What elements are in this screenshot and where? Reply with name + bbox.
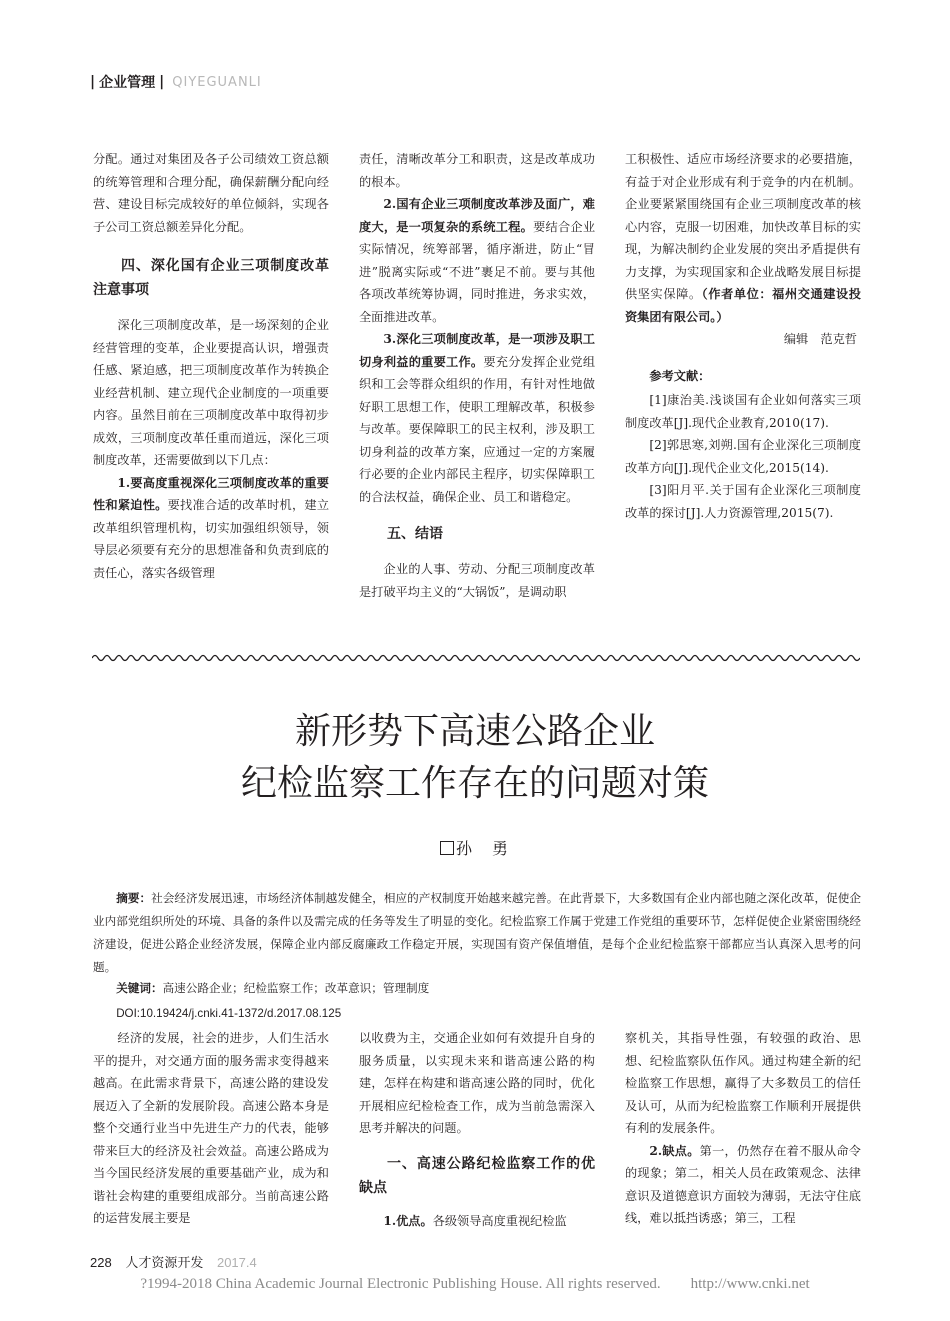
header-bar: | (90, 74, 96, 90)
article-column-1 (93, 1027, 329, 1230)
paragraph-rest: 要找准合适的改革时机，建立改革组织管理机构，切实加强组织领导，领导层必须要有充分的思想准备和负责到底的责任心，落实各级管理 (93, 498, 330, 580)
editor-credit: 编辑 范克哲 (783, 332, 857, 346)
page-footer (90, 1252, 257, 1271)
paragraph: 深化三项制度改革，是一场深刻的企业经营管理的变革，企业要提高认识，增强责任感、紧迫感，把三项制度改革作为转换企业经营机制、建立现代企业制度的一项重要内容。虽然目前在三项制度改革中取得初步成效，三项制度改革任重而道远，深化三项制度改革，还需要做到以下几点： (93, 318, 329, 467)
paragraph: 企业的人事、劳动、分配三项制度改革是打破平均主义的“大锅饭”，是调动职 (359, 562, 595, 599)
journal-issue: 2017.4 (216, 1255, 257, 1270)
paragraph: 经济的发展，社会的进步，人们生活水平的提升，对交通方面的服务需求变得越来越高。在此需求背景下，高速公路的建设发展迈入了全新的发展阶段。高速公路本身是整个交通行业当中先进生产力的代表，能够带来巨大的经济及社会效益。高速公路成为当今国民经济发展的重要基础产业，成为和谐社会构建的重要组成部分。当前高速公路的运营发展主要是 (93, 1031, 329, 1225)
header-section-zh: 企业管理 (99, 75, 156, 91)
top-column-3 (625, 148, 861, 524)
article-title-line-2: 纪检监察工作存在的问题对策 (240, 763, 709, 804)
paragraph (359, 1210, 595, 1233)
reference-item: [2]郭思寒,刘朔.国有企业深化三项制度改革方向[J].现代企业文化,2015(14). (625, 438, 861, 475)
abstract-text: 社会经济发展迅速，市场经济体制越发健全，相应的产权制度开始越来越完善。在此背景下，大多数国有企业内部也随之深化改革，促使企业内部党组织所处的环境、具备的条件以及需完成的任务等发生了明显的变化。纪检监察工作属于党建工作党组的重要环节，怎样促使企业紧密围绕经济建设，促进公路企业经济发展，保障企业内部反腐廉政工作稳定开展，实现国有资产保值增值，是每个企业纪检监察干部都应当认真深入思考的问题。 (93, 891, 861, 974)
paragraph-rest: 要充分发挥企业党组织和工会等群众组织的作用，有针对性地做好职工思想工作，使职工理解改革，积极参与改革。要保障职工的民主权利，涉及职工切身利益的改革方案，应通过一定的方案履行必要的企业内部民主程序，切实保障职工的合法权益，确保企业、员工和谐稳定。 (359, 354, 596, 504)
author-name: 孙 勇 (455, 839, 510, 858)
top-column-2 (359, 148, 595, 603)
abstract-label: 摘要： (116, 891, 152, 905)
paragraph (625, 148, 861, 328)
page-number: 228 (90, 1255, 112, 1270)
copyright-watermark: ?1994-2018 China Academic Journal Electronic Publishing House. All rights reserved. http://www.cnki.net (140, 1276, 810, 1292)
paragraph-text: 工积极性、适应市场经济要求的必要措施，有益于对企业形成有利于竞争的内在机制。企业要紧紧围绕国有企业三项制度改革的核心内容，克服一切困难，加快改革目标的实现，为解决制约企业发展的突出矛盾提供有力支撑，为实现国家和企业战略发展目标提供坚实保障。 (625, 152, 861, 301)
paragraph: 分配。通过对集团及各子公司绩效工资总额的统筹管理和合理分配，确保薪酬分配向经营、建设目标完成较好的单位倾斜，实现各子公司工资总额差异化分配。 (93, 152, 329, 234)
abstract (93, 887, 861, 979)
paragraph (625, 1140, 861, 1230)
keywords-label: 关键词： (116, 981, 163, 995)
article-author (0, 836, 950, 859)
wavy-divider (92, 650, 860, 666)
section-heading-5: 五、结语 (387, 526, 443, 542)
author-box-icon (440, 841, 454, 855)
bold-lead: 1.优点。 (383, 1213, 433, 1228)
paragraph-rest: 各级领导高度重视纪检监 (432, 1213, 567, 1228)
section-heading-4: 四、深化国有企业三项制度改革注意事项 (93, 258, 329, 298)
header-separator: | (159, 74, 165, 90)
bold-lead: 1.要高度重视深化三项制度改革的重要性和紧迫性。 (93, 475, 329, 512)
references-title: 参考文献： (649, 368, 711, 383)
page-header (90, 72, 262, 92)
bold-lead: 2.国有企业三项制度改革涉及面广，难度大，是一项复杂的系统工程。 (359, 197, 595, 234)
paragraph: 责任，清晰改革分工和职责，这是改革成功的根本。 (359, 152, 595, 189)
references (625, 365, 861, 525)
keywords-text: 高速公路企业；纪检监察工作；改革意识；管理制度 (162, 981, 430, 995)
top-column-1 (93, 148, 329, 584)
paragraph (93, 472, 329, 585)
article-column-2 (359, 1027, 595, 1232)
article-column-3 (625, 1027, 861, 1230)
journal-name: 人才资源开发 (125, 1256, 204, 1271)
reference-item: [1]康治美.浅谈国有企业如何落实三项制度改革[J].现代企业教育,2010(17). (625, 393, 861, 430)
reference-item: [3]阳月平.关于国有企业深化三项制度改革的探讨[J].人力资源管理,2015(7). (625, 483, 861, 520)
keywords (93, 977, 861, 999)
doi: DOI:10.19424/j.cnki.41-1372/d.2017.08.125 (116, 1007, 342, 1020)
bold-lead: 3.深化三项制度改革，是一项涉及职工切身利益的重要工作。 (359, 332, 595, 369)
paragraph (359, 193, 595, 328)
paragraph: 察机关，其指导性强，有较强的政治、思想、纪检监察队伍作风。通过构建全新的纪检监察工作思想，赢得了大多数员工的信任及认可，从而为纪检监察工作顺利开展提供有利的发展条件。 (625, 1031, 861, 1135)
bold-lead: 2.缺点。 (649, 1143, 700, 1158)
paragraph (359, 328, 595, 508)
author-affiliation: （作者单位：福州交通建设投资集团有限公司。） (625, 287, 861, 324)
paragraph-rest: 要结合企业实际情况，统筹部署，循序渐进，防止“冒进”脱离实际或“不进”裹足不前。要与其他各项改革统筹协调，同时推进，务求实效，全面推进改革。 (359, 219, 596, 324)
paragraph-rest: 第一，仍然存在着不服从命令的现象；第二，相关人员在政策观念、法律意识及道德意识方面较为薄弱，无法守住底线，难以抵挡诱惑；第三，工程 (625, 1143, 861, 1225)
section-heading-1: 一、高速公路纪检监察工作的优缺点 (359, 1155, 595, 1196)
paragraph: 以收费为主，交通企业如何有效提升自身的服务质量，以实现未来和谐高速公路的构建，怎样在构建和谐高速公路的同时，优化开展相应纪检检查工作，成为当前急需深入思考并解决的问题。 (359, 1031, 595, 1135)
article-title-line-1: 新形势下高速公路企业 (294, 711, 655, 752)
header-section-en: QIYEGUANLI (172, 74, 262, 90)
